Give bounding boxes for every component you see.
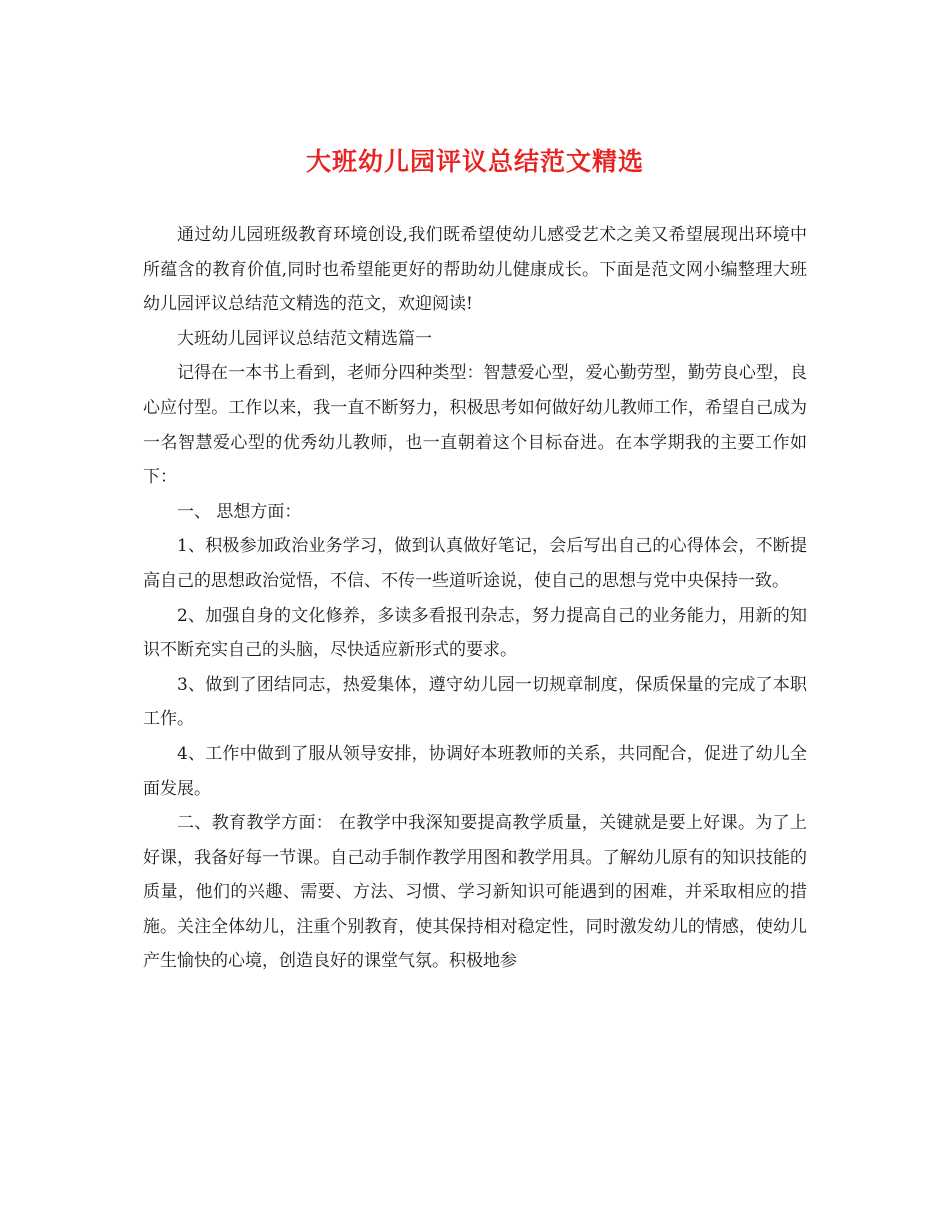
document-body — [143, 218, 807, 979]
paragraph-item-3: 3、做到了团结同志，热爱集体，遵守幼儿园一切规章制度，保质保量的完成了本职工作。 — [143, 674, 807, 730]
paragraph-teacher-types: 记得在一本书上看到，老师分四种类型：智慧爱心型，爱心勤劳型，勤劳良心型，良心应付型。工作以来，我一直不断努力，积极思考如何做好幼儿教师工作，希望自己成为一名智慧爱心型的优秀幼儿教师，也一直朝着这个目标奋进。在本学期我的主要工作如下： — [143, 363, 807, 488]
paragraph-section-heading: 大班幼儿园评议总结范文精选篇一 — [177, 328, 432, 349]
paragraph-item-2: 2、加强自身的文化修养，多读多看报刊杂志，努力提高自己的业务能力，用新的知识不断充实自己的头脑，尽快适应新形式的要求。 — [143, 605, 807, 661]
document-title: 大班幼儿园评议总结范文精选 — [305, 147, 644, 176]
paragraph-item-4: 4、工作中做到了服从领导安排，协调好本班教师的关系，共同配合，促进了幼儿全面发展。 — [143, 743, 807, 799]
paragraph-heading-thought: 一、 思想方面： — [177, 501, 302, 522]
paragraph-teaching: 二、教育教学方面： 在教学中我深知要提高教学质量，关键就是要上好课。为了上好课，我备好每一节课。自己动手制作教学用图和教学用具。了解幼儿原有的知识技能的质量，他们的兴趣、需要、方法、习惯、学习新知识可能遇到的困难，并采取相应的措施。关注全体幼儿，注重个别教育，使其保持相对稳定性，同时激发幼儿的情感，使幼儿产生愉快的心境，创造良好的课堂气氛。积极地参 — [143, 813, 807, 972]
paragraph-item-1: 1、积极参加政治业务学习，做到认真做好笔记，会后写出自己的心得体会，不断提高自己的思想政治觉悟，不信、不传一些道听途说，使自己的思想与党中央保持一致。 — [143, 536, 807, 591]
paragraph-intro: 通过幼儿园班级教育环境创设,我们既希望使幼儿感受艺术之美又希望展现出环境中所蕴含的教育价值,同时也希望能更好的帮助幼儿健康成长。下面是范文网小编整理大班幼儿园评议总结范文精选的范文，欢迎阅读! — [143, 225, 807, 315]
